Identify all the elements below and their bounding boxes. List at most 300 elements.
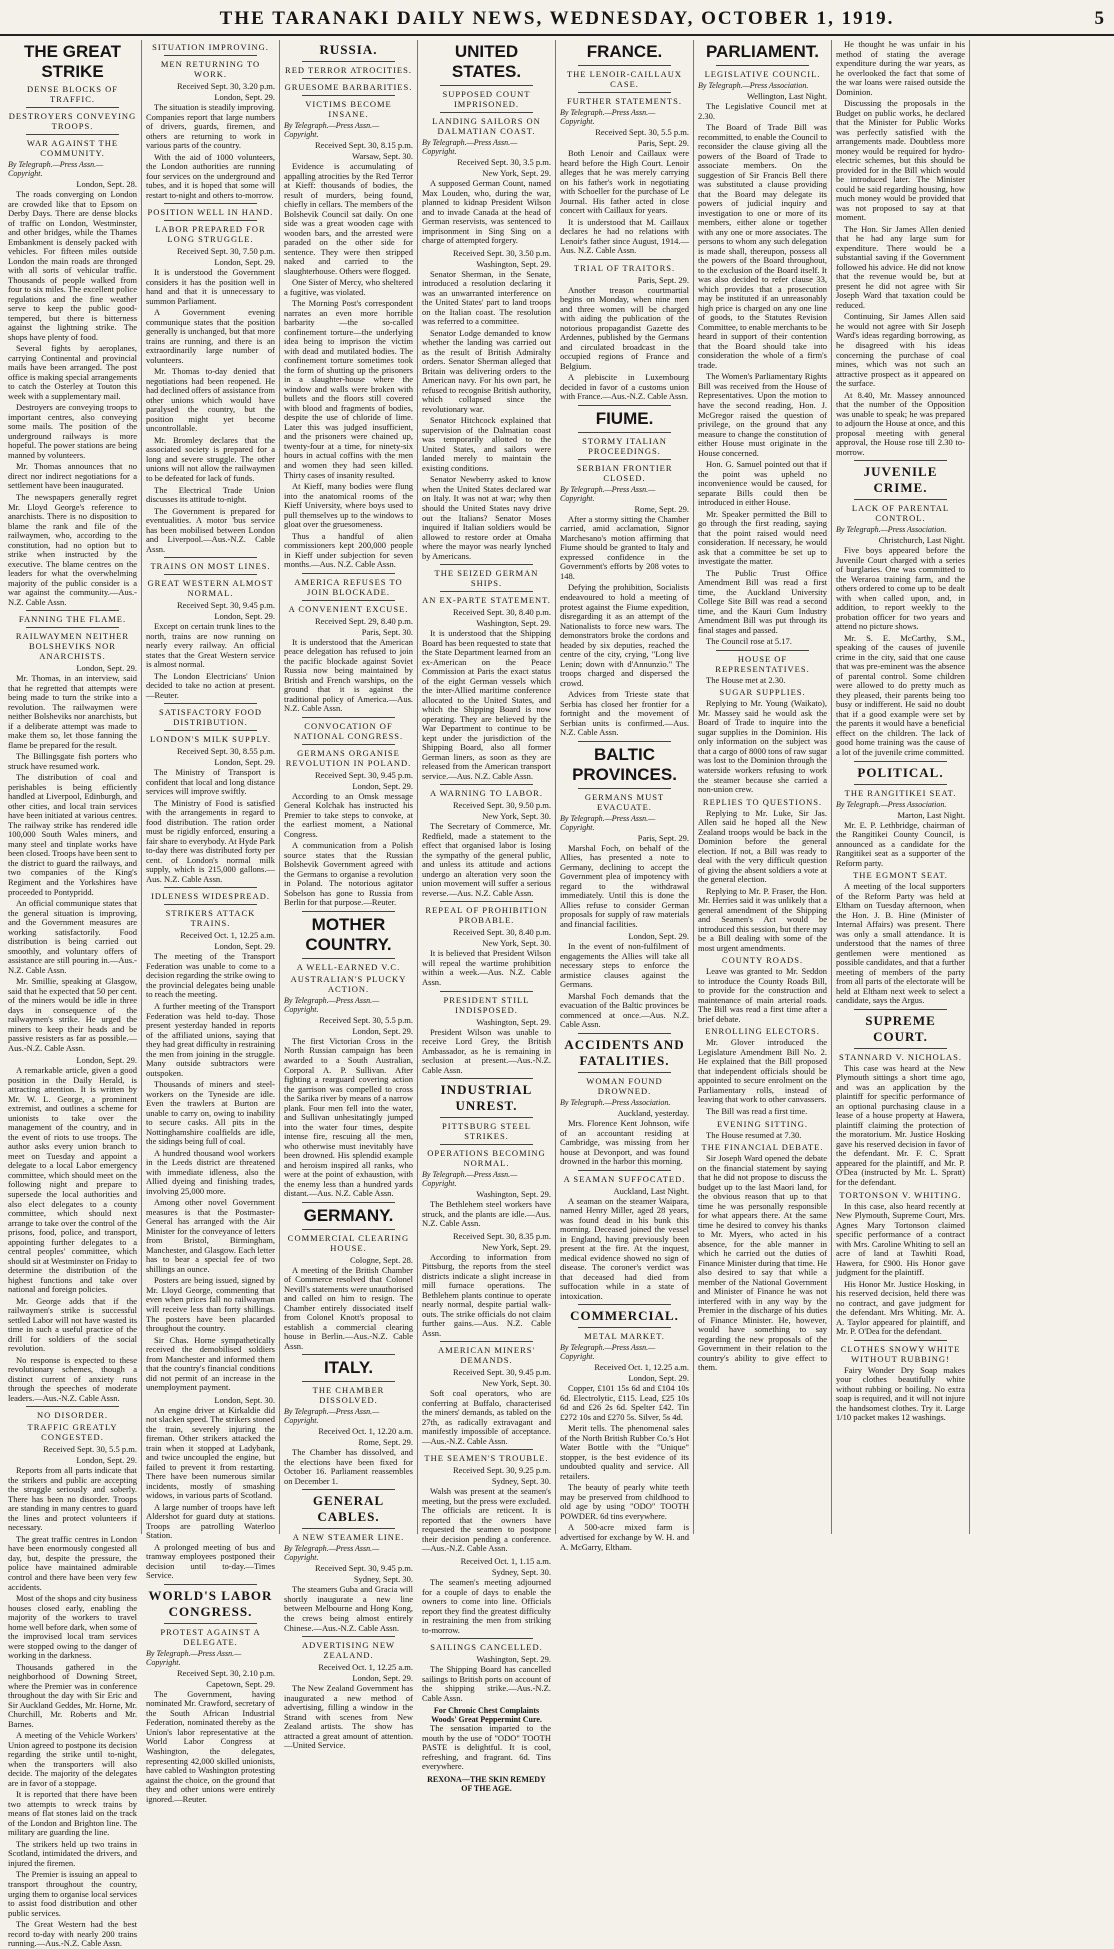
column-rule — [440, 112, 533, 113]
column-1 — [4, 40, 142, 1949]
subheading: STRIKERS ATTACK TRAINS. — [165, 908, 256, 929]
section-heading: RUSSIA. — [319, 42, 378, 57]
article-paragraph: One Sister of Mercy, who sheltered a fugitive, was violated. — [284, 277, 413, 297]
article-paragraph: Continuing, Sir James Allen said he would not agree with Sir Joseph Ward's ideas regarding borrowing, as he disagreed with his ideas concerning the purchase of coal mines, which was not such an attractive prospect as it appeared on the surface. — [836, 311, 965, 389]
article-paragraph: Senator Hitchcock explained that supervision of the Dalmatian coast was temporarily allotted to the United States, and sailors were landed merely to maintain the existing conditions. — [422, 415, 551, 473]
section-heading: GERMANY. — [303, 1205, 394, 1225]
subheading: IDLENESS WIDESPREAD. — [150, 891, 270, 902]
article-paragraph: Sir Joseph Ward opened the debate on the financial statement by saying that he did not propose to discuss the budget up to the last Maori land, for the obvious reason that up to that time he was personally responsible for what appears there. At the same time he desired to convey his thanks to Mr. Myers, who acted in his absence, for the able manner in which he carried out the duties of Finance Minister during that time. He also desired to say that while a member of the National Government and Minister of Finance he was not interfered with in any way by the Premier in the discharge of his duties of Finance Minister. He, however, would have something to say regarding the new proposals of the Government in their relation to the country's ability to give effect to them. — [698, 1153, 827, 1373]
article-paragraph: Senator Lodge demanded to know whether the landing was carried out as the result of British Admiralty orders. Senator Sherman alleged that Britain was delivering orders to the American navy. For his own part, he refused to recognise British authority, which collapsed since the revolutionary war. — [422, 327, 551, 414]
column-rule — [164, 703, 257, 704]
dateline: London, Sept. 29. — [352, 780, 413, 791]
dateline: Received Sept. 30, 8.40 p.m. — [453, 927, 551, 938]
column-rule — [440, 1078, 533, 1079]
article-paragraph: Destroyers are conveying troops to important centres, also conveying some mails. The position of the underground railways is more hopeful. The power stations are being manned by volunteers. — [8, 402, 137, 460]
section-heading: GENERAL CABLES. — [312, 1493, 385, 1525]
dateline: Wellington, Last Night. — [746, 91, 827, 101]
article-paragraph: The Great Western had the best record to-day with nearly 200 trains running.—Aus.-N.Z. Cable Assn. — [8, 1919, 137, 1949]
subheading: METAL MARKET. — [584, 1331, 665, 1342]
article-paragraph: Replying to Mr. P. Fraser, the Hon. Mr. Herries said it was unlikely that a general amendment of the Shipping and Seamen's Act would be introduced this session, but there may be a Bill dealing with some of the most urgent amendments. — [698, 885, 827, 953]
advertisement-line: REXONA—THE SKIN REMEDY OF THE AGE. — [427, 1774, 546, 1793]
column-rule — [26, 134, 119, 135]
column-rule — [854, 499, 947, 500]
dateline: Received Sept. 30, 9.45 p.m. — [315, 769, 413, 780]
subheading: TRIAL OF TRAITORS. — [573, 262, 676, 273]
article-paragraph: It is understood that M. Caillaux declares he had no relations with Lenoir's father since August, 1914.—Aus. N.Z. Cable Assn. — [560, 216, 689, 256]
article-paragraph: Leave was granted to Mr. Seddon to introduce the County Roads Bill, to provide for the construction and maintenance of main arterial roads. The Bill was read a first time after a brief debate. — [698, 966, 827, 1024]
article-paragraph: Mrs. Florence Kent Johnson, wife of an accountant residing at Cambridge, was missing from her house at Devonport, and was found drowned in the harbor this morning. — [560, 1118, 689, 1167]
subheading: THE CHAMBER DISSOLVED. — [312, 1385, 385, 1406]
column-rule — [440, 784, 533, 785]
article-paragraph: Mr. Thomas to-day denied that negotiations had been reopened. He had declined offers of assistance from other unions which would have paralysed the country, but the position might yet become uncontrollable. — [146, 366, 275, 434]
column-rule — [302, 61, 395, 62]
column-rule — [302, 958, 395, 959]
article-paragraph: At Kieff, many bodies were flung into the anatomical rooms of the Kieff University, where boys used to pull themselves up to the windows to gloat over the gruesomeness. — [284, 481, 413, 530]
article-paragraph: A meeting of the British Chamber of Commerce resolved that Colonel Nevill's statements were unauthorised and called on him to resign. The Chamber entirely dissociated itself from Colonel Knott's proposal to establish a commercial clearing house in Berlin.—Aus.-N.Z. Cable Assn. — [284, 1264, 413, 1351]
subheading: LABOR PREPARED FOR LONG STRUGGLE. — [155, 224, 266, 245]
article-paragraph: The Premier is issuing an appeal to transport throughout the country, urging them to organise local services to assist food distribution and other public services. — [8, 1869, 137, 1918]
dateline: London, Sept. 29. — [352, 1025, 413, 1036]
subheading: MEN RETURNING TO WORK. — [160, 59, 261, 79]
section-heading: POLITICAL. — [857, 764, 944, 780]
article-paragraph: Copper, £101 15s 6d and £104 10s 6d. Electrolytic, £115. Lead, £25 10s 6d and £26 2s 6d. Spelter £42. Tin £272 10s and £270 5s. Silver, 5s 4d. — [560, 1383, 689, 1422]
byline: By Telegraph.—Press Association. — [698, 81, 809, 90]
subheading: AMERICAN MINERS' DEMANDS. — [437, 1345, 536, 1366]
dateline: Received Sept. 30, 8.55 p.m. — [177, 746, 275, 757]
article-paragraph: Except on certain trunk lines to the north, trains are now running on nearly every railway. An official states that the Great Western service is almost normal. — [146, 621, 275, 670]
article-paragraph: Walsh was present at the seamen's meeting, but the press were excluded. The officials are reticent. It is reported that the owners have requested the seamen to postpone their decision pending a conference.—Aus.-N.Z. Cable Assn. — [422, 1486, 551, 1554]
dateline: Washington, Sept. 29. — [476, 1189, 551, 1200]
article-paragraph: The Government, having nominated Mr. Crawford, secretary of the South African Industrial Federation, nominated thereby as the Union's labor representative at the World Labor Congress at Washington, the delegates, representing 42,000 skilled unionists, have cabled to Washington protesting against the choice, on the ground that they and other unions were entirely ignored.—Reuter. — [146, 1688, 275, 1804]
column-rule — [302, 911, 395, 912]
subheading: A NEW STEAMER LINE. — [292, 1532, 405, 1543]
article-paragraph: The House met at 2.30. — [706, 674, 786, 685]
column-rule — [578, 788, 671, 789]
column-rule — [164, 203, 257, 204]
subheading: LEGISLATIVE COUNCIL. — [704, 69, 821, 79]
section-heading: FIUME. — [595, 408, 654, 428]
dateline: Received Sept. 30, 8.35 p.m. — [453, 1230, 551, 1241]
article-paragraph: The House resumed at 7.30. — [706, 1129, 802, 1140]
column-rule — [578, 459, 671, 460]
subheading: THE SEIZED GERMAN SHIPS. — [434, 568, 539, 589]
subheading: CLOTHES SNOWY WHITE WITHOUT RUBBING! — [840, 1343, 961, 1364]
byline: By Telegraph.—Press Assn.—Copyright. — [146, 1648, 242, 1667]
article-paragraph: Hon. G. Samuel pointed out that if the point was upheld no inconvenience would be caused, for separate Bills could then be introduced in either House. — [698, 459, 827, 508]
subheading: ADVERTISING NEW ZEALAND. — [301, 1640, 396, 1661]
dateline: New York, Sept. 29. — [482, 1241, 551, 1252]
dateline: Received Sept. 30, 9.45 p.m. — [177, 600, 275, 611]
article-paragraph: It is understood that the Shipping Board has been requested to state that the State Department learned from an ex-American on the Peace Commission at Paris the exact status of the eight German vessels which the inter-Allied maritime conference allocated to the United States, and which the Shipping Board is now operating. They are believed by the War Department to continue to be kept under the jurisdiction of the Shipping Board, also all former German liners, as soon as they are released from the American transport service.—Aus. N.Z. Cable Assn. — [422, 628, 551, 781]
subheading: SATISFACTORY FOOD DISTRIBUTION. — [158, 707, 263, 728]
article-paragraph: The Bethlehem steel workers have struck, and the plants are idle.—Aus. N.Z. Cable Assn. — [422, 1199, 551, 1229]
column-rule — [302, 1489, 395, 1490]
section-heading: COMMERCIAL. — [570, 1308, 679, 1324]
column-rule — [302, 1354, 395, 1355]
article-paragraph: Advices from Trieste state that Serbia has closed her frontier for a fortnight and the movement of Serbian units is confirmed.—Aus. N.Z. Cable Assn. — [560, 689, 689, 738]
subheading: AN EX-PARTE STATEMENT. — [422, 595, 551, 606]
column-rule — [578, 1072, 671, 1073]
article-paragraph: The steamers Guba and Gracia will shortly inaugurate a new line between Melbourne and Hong Kong, the crews being almost entirely Chinese.—Aus.-N.Z. Cable Assn. — [284, 1584, 413, 1633]
dateline: London, Sept. 30. — [214, 1394, 275, 1405]
article-paragraph: The Shipping Board has cancelled sailings to British ports on account of the shipping strike.—Aus.-N.Z. Cable Assn. — [422, 1664, 551, 1703]
column-rule — [440, 1449, 533, 1450]
column-rule — [578, 741, 671, 742]
advertisement-line: For Chronic Chest Complaints Woods' Great Peppermint Cure. — [431, 1706, 542, 1725]
subheading: AMERICA REFUSES TO JOIN BLOCKADE. — [294, 576, 403, 597]
article-paragraph: A further meeting of the Transport Federation was held to-day. Those present yesterday handed in reports of the affiliated unions, saying that they had great difficulty in restraining the men from joining in the struggle. Many outside subtractors were outspoken. — [146, 1001, 275, 1078]
article-paragraph: Mr. E. P. Lethbridge, chairman of the Rangitikei County Council, is announced as a candidate for the Rangitikei seat as a supporter of the Reform party. — [836, 819, 965, 868]
subheading: FURTHER STATEMENTS. — [566, 96, 683, 106]
dateline: Marton, Last Night. — [897, 809, 965, 820]
subheading: WOMAN FOUND DROWNED. — [586, 1076, 663, 1096]
article-paragraph: No response is expected to these revolutionary schemes, though a distinct current of anxiety runs through the speeches of moderate leaders.—Aus.-N.Z. Cable Assn. — [8, 1354, 137, 1403]
article-paragraph: After a stormy sitting the Chamber carried, amid acclamation, Signor Marchesano's motion affirming that Fiume should be granted to Italy and expressed confidence in the Government's efforts by 208 votes to 148. — [560, 513, 689, 581]
column-rule — [854, 784, 947, 785]
article-paragraph: Thus a handful of alien commissioners kept 200,000 people in Kieff under subjection for seven months.—Aus. N.Z. Cable Assn. — [284, 530, 413, 570]
article-paragraph: A remarkable article, given a good position in the Daily Herald, is attracting attention. It is written by Mr. W. L. George, a prominent extremist, and outlines a scheme for unionists to take over the management of the country, and in the event of riots to use troops. The author asks every union branch to meet on Tuesday and appoint a delegate to a local Labor emergency committee, which should meet on the following night and prepare to supersede the local authorities and also elect delegates to a county committee, which should next arrange to take over the control of the prisons, food, police, and transport, appointing further delegates to a central peoples' committee, which should sit at Westminster on Friday to determine the distribution of the highest functions and take over national and foreign policies. — [8, 1065, 138, 1295]
subheading: THE SEAMEN'S TROUBLE. — [424, 1453, 549, 1464]
article-paragraph: In this case, also heard recently at New Plymouth, Supreme Court, Mrs. Agnes Mary Tortonson claimed specific performance of a contract with Mrs. Caroline Whiting to sell an acre of land at Tawhiti Road, Hawera, for £900. His Honor gave judgment for the plaintiff. — [836, 1200, 965, 1278]
article-paragraph: A seaman on the steamer Waipara, named Henry Miller, aged 28 years, was found dead in his bunk this morning. Deceased joined the vessel in England, having previously been present at the fire. At the inquest, medical evidence showed no sign of disease. The coroner's verdict was that deceased had died from suffocation while in a state of intoxication. — [560, 1195, 689, 1301]
subheading: TRAFFIC GREATLY CONGESTED. — [27, 1422, 118, 1443]
subheading: TRAINS ON MOST LINES. — [150, 561, 271, 572]
column-rule — [440, 85, 533, 86]
dateline: Received Oct. 1, 12.25 a.m. — [180, 930, 275, 941]
column-rule — [164, 730, 257, 731]
article-paragraph: Among other novel Government measures is that the Postmaster-General has arranged with the Air Minister for the conveyance of letters from Bristol, Birmingham, Manchester, and Glasgow. Each letter has to bear a special fee of two shillings an ounce. — [146, 1197, 275, 1274]
subheading: GRUESOME BARBARITIES. — [284, 82, 413, 92]
article-paragraph: Most of the shops and city business houses closed early, enabling the majority of the workers to travel home well before dark, when some of the improvised local tram services were stopped owing to the danger of working in the darkness. — [8, 1593, 137, 1661]
column-rule — [302, 744, 395, 745]
dateline: Paris, Sept. 29. — [637, 832, 689, 843]
column-rule — [440, 901, 533, 902]
article-paragraph: It is reported that there have been two attempts to wreck trains by means of flat stones laid on the track of the London and Brighton line. The military are guarding the line. — [8, 1789, 137, 1838]
subheading: THE EGMONT SEAT. — [853, 870, 948, 881]
article-paragraph: The Morning Post's correspondent narrates an even more horrible barbarity —the so-called confinement torture—the underlying idea being to imprison the victim with dead and mutilated bodies. The confinement torture sometimes took the form of shutting up the prisoners in a slaughter-house where the window and walls were broken with bullets and the floors still covered with blood and fragments of bodies, despite the use of chloride of lime. Later this was judged insufficient, and the prisoners were chained up, twenty-four at a time, for ninety-six hours in actual coffins with the men and women they had seen killed. Thirty cases of insanity resulted. — [284, 298, 413, 480]
dateline: Received Sept. 30, 8.15 p.m. — [315, 140, 413, 150]
article-paragraph: The Chamber has dissolved, and the elections have been fixed for October 16. Parliament reassembles on December 1. — [284, 1447, 413, 1486]
dateline: New York, Sept. 30. — [482, 811, 551, 822]
byline: By Telegraph.—Press Association. — [836, 525, 947, 535]
column-rule — [26, 610, 119, 611]
masthead — [0, 6, 1114, 36]
dateline: Paris, Sept. 29. — [637, 138, 689, 148]
subheading: GERMANS ORGANISE REVOLUTION IN POLAND. — [285, 747, 412, 768]
byline: By Telegraph.—Press Assn.—Copyright. — [560, 108, 656, 126]
dateline: Received Sept. 30, 3.50 p.m. — [453, 247, 551, 258]
dateline: Sydney, Sept. 30. — [353, 1574, 413, 1585]
article-paragraph: Mr. Thomas announces that no direct nor indirect negotiations for a settlement have been inaugurated. — [8, 461, 137, 491]
dateline: London, Sept. 29. — [628, 931, 689, 942]
column-rule — [164, 55, 257, 56]
dateline: London, Sept. 29. — [214, 941, 275, 952]
article-paragraph: According to information from Pittsburg, the reports from the steel districts indicate a slight increase in mill furnace operations. The Bethlehem plants continue to operate nearly normal, despite partial walk-outs. The strike officials do not claim further gains.—Aus. N.Z. Cable Assn. — [422, 1251, 551, 1338]
article-paragraph: The beauty of pearly white teeth may be preserved from childhood to old age by using "ODO" TOOTH POWDER. 6d tins everywhere. — [560, 1482, 689, 1521]
section-heading: JUVENILE CRIME. — [863, 464, 938, 496]
column-4 — [418, 40, 556, 1793]
column-5 — [556, 40, 694, 1552]
subheading: A WELL-EARNED V.C. — [296, 961, 401, 972]
dateline: London, Sept. 29. — [76, 1455, 137, 1466]
dateline: Washington, Sept. 29. — [476, 1016, 551, 1027]
dateline: London, Sept. 29. — [214, 92, 275, 102]
dateline: London, Sept. 28. — [76, 179, 137, 189]
byline: By Telegraph.—Press Assn.—Copyright. — [422, 138, 518, 156]
column-rule — [578, 1033, 671, 1034]
subheading: SUGAR SUPPLIES. — [719, 687, 806, 698]
subheading: LONDON'S MILK SUPPLY. — [150, 734, 271, 745]
byline: By Telegraph.—Press Assn.—Copyright. — [422, 1170, 518, 1189]
article-paragraph: In the event of non-fulfilment of engagements the Allies will take all necessary steps to enforce the armistice clauses against the Germans. — [560, 941, 689, 990]
article-paragraph: The New Zealand Government has inaugurated a new method of advertising, filling a window in the Strand with scenes from New Zealand artists. The show has attracted a great amount of attention.—United Service. — [284, 1683, 413, 1751]
article-paragraph: Evidence is accumulating of appalling atrocities by the Red Terror at Kieff: thousands of bodies, the result of murders, being found, chiefly in cellars. The members of the Bolshevik Council sat daily. On one side was a great wooden cage with wooden bars, and the arrested were paraded on the other side for sentence. They were then stripped naked and carried to the slaughterhouse. Others were flogged. — [284, 161, 413, 276]
byline: By Telegraph.—Press Assn.—Copyright. — [284, 995, 380, 1014]
dateline: Paris, Sept. 29. — [637, 274, 689, 285]
subheading: STORMY ITALIAN PROCEEDINGS. — [582, 435, 667, 456]
column-rule — [302, 1636, 395, 1637]
article-paragraph: A plebiscite in Luxembourg decided in favor of a customs union with France.—Aus.-N.Z. Cable Assn. — [560, 372, 689, 402]
article-paragraph: Sir Chas. Horne sympathetically received the demobilised soldiers from Manchester and informed them that the country's financial conditions did not permit of an increase in the unemployment payment. — [146, 1334, 275, 1393]
column-rule — [578, 405, 671, 406]
article-paragraph: Mr. George adds that if the railwaymen's strike is successful settled Labor will not have wasted its time in such a useful practice of the drill for soldiers of the social revolution. — [8, 1295, 137, 1354]
subheading: VICTIMS BECOME INSANE. — [305, 99, 392, 119]
section-heading: INDUSTRIAL UNREST. — [440, 1082, 533, 1114]
article-paragraph: Mr. Speaker permitted the Bill to go through the first reading, saying that the point raised would need consideration. If necessary, he would ask that a committee be set up to investigate the matter. — [698, 508, 827, 567]
article-paragraph: Mr. S. E. McCarthy, S.M., speaking of the causes of juvenile crime in the city, said that one cause that was pre-eminent was the absence of parental control. Some children were allowed to do pretty much as they pleased, their parents being too busy or indifferent. He said no doubt that if a good example were set by the parents it would have a beneficial effect on the children. The lack of good home training was the cause of a lot of the juvenile crime committed. — [836, 632, 965, 757]
article-paragraph: Senator Newberry asked to know when the United States declared war on Italy. It was not at war; why then should the United States navy drive out the Italians? Senator Moses inquired if Italian soldiers would be allowed to restore order at Omaha where the mayor was nearly lynched by Americans. — [422, 474, 551, 561]
subheading: STANNARD V. NICHOLAS. — [839, 1051, 962, 1062]
column-rule — [578, 1304, 671, 1305]
article-paragraph: A hundred thousand wool workers in the Leeds district are threatened with immediate idleness, also the Allied dyeing and finishing trades, involving 25,000 more. — [146, 1147, 275, 1196]
article-paragraph: The sensation imparted to the mouth by the use of "ODO" TOOTH PASTE is delightful. It is cool, refreshing, and fragrant. 6d. Tins everywhere. — [422, 1723, 551, 1772]
column-rule — [164, 220, 257, 221]
subheading: CONVOCATION OF NATIONAL CONGRESS. — [293, 720, 404, 741]
dateline: Received Sept. 30, 5.5 p.m. — [595, 127, 689, 137]
article-paragraph: The London Electricians' Union decided to take no action at present.—Reuter. — [146, 670, 275, 700]
column-rule — [854, 1340, 947, 1341]
column-rule — [578, 65, 671, 66]
dateline: Sydney, Sept. 30. — [491, 1566, 551, 1577]
column-rule — [302, 1229, 395, 1230]
section-heading: WORLD'S LABOR CONGRESS. — [148, 1587, 273, 1619]
subheading: A WARNING TO LABOR. — [430, 788, 543, 799]
article-paragraph: It is believed that President Wilson will repeal the wartime prohibition within a week.—Aus. N.Z. Cable Assn. — [422, 948, 551, 987]
column-rule — [164, 574, 257, 575]
dateline: Sydney, Sept. 30. — [491, 1476, 551, 1487]
subheading: NO DISORDER. — [36, 1410, 109, 1421]
article-paragraph: This case was heard at the New Plymouth sittings a short time ago, and was an application by the plaintiff for specific performance of an optional purchasing clause in a lease of a house property at Hawera, plaintiff claiming the protection of the moratorium. Mr. Justice Hosking gave his reserved decision in favor of the defendant. Mr. F. C. Spratt appeared for the plaintiff, and Mr. P. O'Dea (instructed by Mr. L. Spratt) for the defendant. — [836, 1062, 965, 1187]
dateline: New York, Sept. 30. — [482, 938, 551, 949]
page-number: 5 — [1094, 8, 1104, 29]
article-paragraph: The seamen's meeting adjourned for a couple of days to enable the owners to come into line. Officials report they find the greatest difficulty in restraining the men from striking to-morrow. — [422, 1576, 551, 1635]
column-rule — [716, 650, 809, 651]
article-paragraph: Merit tells. The phenomenal sales of the North British Rubber Co.'s Hot Water Bottle with the "Unique" stopper, is the best evidence of its undoubted quality and service. All retailers. — [560, 1423, 689, 1481]
subheading: THE LENOIR-CAILLAUX CASE. — [566, 69, 683, 89]
column-rule — [302, 95, 395, 96]
column-rule — [578, 92, 671, 93]
subheading: ENROLLING ELECTORS. — [705, 1026, 820, 1037]
article-paragraph: Several fights by aeroplanes, carrying Continental and provincial mails have been arranged. The post office is making special arrangements to catch the Osterley at Touton this week with a supplementary mail. — [8, 343, 137, 401]
dateline: Received Oct. 1, 1.15 a.m. — [460, 1555, 551, 1566]
column-rule — [164, 557, 257, 558]
column-3 — [280, 40, 418, 1751]
column-rule — [440, 1144, 533, 1145]
dateline: Received Sept. 30, 9.45 p.m. — [315, 1563, 413, 1574]
article-paragraph: The strikers held up two trains in Scotland, intimidated the drivers, and injured the firemen. — [8, 1838, 137, 1868]
column-rule — [26, 627, 119, 628]
article-paragraph: A meeting of the Vehicle Workers' Union agreed to postpone its decision regarding the strike until to-night, when the transporters will also decide. The majority of the delegates are in favor of a stoppage. — [8, 1730, 137, 1788]
article-paragraph: The Electrical Trade Union discusses its attitude to-night. — [146, 484, 275, 505]
article-paragraph: The meeting of the Transport Federation was unable to come to a decision regarding the strike owing to the provincial delegates being unable to reach the meeting. — [146, 951, 275, 1000]
column-rule — [578, 1170, 671, 1171]
article-paragraph: The Women's Parliamentary Rights Bill was received from the House of Representatives. Upon the motion to have the second reading, Hon. J. McGregor raised the question of privilege, on the ground that any measure to change the constitution of either House must originate in the House concerned. — [698, 371, 827, 458]
column-8 — [970, 40, 1108, 1534]
article-paragraph: Mr. Smillie, speaking at Glasgow, said that he expected that 50 per cent. of the miners would be idle in three days in consequence of the railwaymen's strike. He urged the miners to keep their heads and be passive resisters as far as possible.—Aus.-N.Z. Cable Assn. — [8, 976, 137, 1053]
article-paragraph: The Government is prepared for eventualities. A motor 'bus service has been mobilised between London and Liverpool.—Aus.-N.Z. Cable Assn. — [146, 505, 275, 554]
article-paragraph: Senator Sherman, in the Senate, introduced a resolution declaring it was an unwarranted interference on the United States' part to land troops on the Italian coast. The resolution was referred to a committee. — [422, 268, 551, 327]
byline: By Telegraph.—Press Association. — [836, 799, 947, 809]
column-rule — [440, 591, 533, 592]
dateline: London, Sept. 29. — [352, 1673, 413, 1684]
column-rule — [302, 1202, 395, 1203]
subheading: THE RANGITIKEI SEAT. — [844, 787, 957, 798]
column-2 — [142, 40, 280, 1804]
subheading: HOUSE OF REPRESENTATIVES. — [715, 653, 810, 674]
article-paragraph: Thousands of miners and steel-workers on the Tyneside are idle. Even the trawlers at Burton are unable to carry on, owing to inability to secure casks. All pits in the Nottinghamshire coalfields are idle, the sidings being full of coal. — [146, 1079, 275, 1147]
article-paragraph: It is understood the Government considers it has the position well in hand and that it is unnecessary to summon Parliament. — [146, 267, 275, 306]
dateline: London, Sept. 29. — [628, 1373, 689, 1384]
column-rule — [578, 432, 671, 433]
article-paragraph: Soft coal operators, who are conferring at Buffalo, characterised the miners' demands, as tabled on the 27th, as radically extravagant and manifestly impossible of acceptance.—Aus.-N.Z. Cable Assn. — [422, 1388, 551, 1446]
article-paragraph: Replying to Mr. Young (Waikato), Mr. Massey said he would ask the Board of Trade to inquire into the sugar supplies in the Dominion. His only information on the subject was that a cargo of 8000 tons of raw sugar was lost to the Dominion through the waterside workers refusing to work the steamer because she carried a non-union crew. — [698, 698, 827, 795]
subheading: LACK OF PARENTAL CONTROL. — [851, 503, 950, 524]
dateline: London, Sept. 29. — [76, 663, 137, 674]
dateline: Received Sept. 30, 3.5 p.m. — [457, 157, 551, 167]
dateline: Auckland, yesterday. — [617, 1108, 689, 1118]
subheading: REPEAL OF PROHIBITION PROBABLE. — [425, 905, 548, 926]
article-paragraph: Five boys appeared before the Juvenile Court charged with a series of burglaries. One was committed to the Weraroa training farm, and the others ordered to come up to be dealt with when called upon, and, in addition, to report weekly to the probation officer for two years and attend no picture shows. — [836, 545, 965, 632]
byline: By Telegraph.—Press Assn.—Copyright. — [284, 1544, 380, 1563]
dateline: Washington, Sept. 29. — [476, 1654, 551, 1665]
column-rule — [164, 1584, 257, 1585]
column-rule — [716, 65, 809, 66]
column-rule — [440, 1341, 533, 1342]
article-paragraph: Marshal Foch, on behalf of the Allies, has presented a note to Germany, declining to accept the Government plea of impotency with regard to the withdrawal immediately. Until this is done the Allies refuse to consider German proposals for supply of raw materials and financial facilities. — [560, 842, 689, 929]
subheading: GREAT WESTERN ALMOST NORMAL. — [147, 578, 274, 599]
section-heading: ITALY. — [323, 1358, 374, 1378]
subheading: RAILWAYMEN NEITHER BOLSHEVIKS NOR ANARCHISTS. — [15, 631, 130, 662]
dateline: Paris, Sept. 30. — [361, 626, 413, 637]
column-7 — [832, 40, 970, 1534]
subheading: EVENING SITTING. — [716, 1118, 809, 1129]
article-paragraph: An official communique states that the general situation is improving, and the Government measures are working satisfactorily. Food distribution is being carried out smoothly, and voluntary offers of assistance are still pouring in.—Aus.-N.Z. Cable Assn. — [8, 898, 137, 975]
column-rule — [302, 600, 395, 601]
column-rule — [26, 1406, 119, 1407]
article-paragraph: An engine driver at Kirkaldie did not slacken speed. The strikers stoned the train, severely injuring the fireman. Other strikers attacked the train when it stopped at Ladybank, and twice uncoupled the engine, but failed to prevent it from restarting. There have been numerous similar incidents, mostly of smashing widows, in various parts of Scotland. — [146, 1404, 275, 1501]
subheading: FANNING THE FLAME. — [18, 614, 127, 625]
article-paragraph: Mr. Bromley declares that the associated society is prepared for a long and severe struggle. The other unions will not allow the railwaymen to be defeated for lack of funds. — [146, 434, 275, 483]
article-paragraph: At 8.40, Mr. Massey announced that the number of the Opposition was unable to speak; he was prepared to adjourn the House at once, and this proposal meeting with general approval, the House rose till 2.30 to-morrow. — [836, 389, 965, 457]
article-paragraph: A communication from a Polish source states that the Russian Bolshevik Government agreed with the Germans to organise a revolution in Poland. The notorious agitator Sobelson has gone to Russia from Berlin for that purpose.—Reuter. — [284, 840, 413, 908]
article-paragraph: The Council rose at 5.17. — [706, 636, 792, 647]
article-paragraph: The great traffic centres in London have been enormously congested all day, but, despite the pressure, the police have maintained admirable control and there have been very few accidents. — [8, 1533, 137, 1592]
dateline: Received Sept. 30, 5.5 p.m. — [43, 1444, 137, 1455]
article-paragraph: The roads converging on London are crowded like that to Epsom on Derby Days. There are dense blocks of traffic on London, Westminster, and other bridges, while the Thames Embankment is densely packed with vehicles. For fifteen miles outside London the main roads are thronged with all sorts of vehicular traffic. Thousands of people walked from four to six miles. The excellent police regulations and the fine weather serve to keep the public good-tempered, but there is bitterness against the lightning strike. The shops have plenty of food. — [8, 189, 137, 342]
column-rule — [854, 1048, 947, 1049]
article-paragraph: The distribution of coal and perishables is being efficiently handled at Liverpool, Edinburgh, and other cities, and local train services have been initiated at various centres. The railway strike has rendered idle 100,000 South Wales miners, and many steel and tinplate works have been closed. Troops have been sent to the district to guard the railways, and two companies of the King's Regiment and the Yorkshires have proceeded to Pontypridd. — [8, 772, 137, 897]
section-heading: FRANCE. — [586, 42, 663, 61]
column-rule — [164, 1623, 257, 1624]
column-rule — [854, 460, 947, 461]
column-rule — [302, 573, 395, 574]
article-paragraph: President Wilson was unable to receive Lord Grey, the British Ambassador, as he is remaining in seclusion at present.—Aus.-N.Z. Cable Assn. — [422, 1026, 551, 1075]
dateline: London, Sept. 29. — [76, 1055, 137, 1066]
dateline: Received Sept. 29, 8.40 p.m. — [315, 615, 413, 626]
dateline: Received Sept. 30, 9.45 p.m. — [453, 1367, 551, 1378]
subheading: A SEAMAN SUFFOCATED. — [563, 1173, 686, 1184]
article-paragraph: Posters are being issued, signed by Mr. Lloyd George, commenting that even when prices fall no railwayman will receive less than forty shillings. The posters have been placarded throughout the country. — [146, 1275, 275, 1334]
subheading: PRESIDENT STILL INDISPOSED. — [443, 994, 530, 1015]
article-paragraph: Reports from all parts indicate that the strikers and public are accepting the struggle seriously and soberly. There has been no disorder. Troops are standing in many centres to guard the lines and protect volunteers if necessary. — [8, 1465, 137, 1533]
column-rule — [854, 1009, 947, 1010]
subheading: TORTONSON V. WHITING. — [839, 1189, 962, 1200]
article-paragraph: Mr. Thomas, in an interview, said that he regretted that attempts were being made to turn the strike into a revolution. The railwaymen were neither Bolsheviks nor anarchists, but if a deliberate attempt was made to make them so, let those fanning the flame be prepared for the result. — [8, 673, 137, 750]
article-paragraph: Thousands gathered in the neighborhood of Downing Street, where the Premier was in conference throughout the day with Sir Eric and Sir Auckland Geddes, Mr. Horne, Mr. Churchill, Mr. Roberts and Mr. Barnes. — [8, 1661, 137, 1729]
subheading: DESTROYERS CONVEYING TROOPS. — [8, 111, 137, 131]
dateline: Christchurch, Last Night. — [878, 535, 965, 546]
dateline: Received Oct. 1, 12.25 a.m. — [594, 1362, 689, 1373]
section-heading: BALTIC PROVINCES. — [572, 744, 677, 784]
dateline: Capetown, Sept. 29. — [206, 1678, 275, 1689]
dateline: Warsaw, Sept. 30. — [352, 151, 413, 161]
subheading: SITUATION IMPROVING. — [152, 42, 269, 52]
column-rule — [578, 259, 671, 260]
section-heading: SUPREME COURT. — [865, 1012, 936, 1044]
article-paragraph: Replying to Mr. Luke, Sir Jas. Allen said he hoped all the New Zealand troops would be back in the Dominion before the general election. If not, a Bill was ready to deal with the very difficult question of giving the absent soldiers a vote at the general election. — [698, 807, 827, 885]
article-paragraph: A prolonged meeting of bus and tramway employees postponed their decision until to-day.—Times Service. — [146, 1541, 275, 1581]
dateline: Rome, Sept. 29. — [634, 503, 689, 514]
subheading: SUPPOSED COUNT IMPRISONED. — [442, 89, 531, 109]
article-paragraph: Defying the prohibition, Socialists endeavoured to hold a meeting of protest against the Fiume expedition, disregarding it as an attempt of the Nationalists to force new wars. The demonstrators broke the cordons and headed by six deputies, reached the centre of the city, crying, "Long live Lenin; down with d'Annunzio." The troops charged and dispersed the crowd. — [560, 582, 689, 688]
subheading: PITTSBURG STEEL STRIKES. — [442, 1121, 531, 1142]
subheading: AUSTRALIAN'S PLUCKY ACTION. — [290, 973, 407, 994]
article-paragraph: Fairy Wonder Dry Soap makes your clothes beautifully white without rubbing or boiling. No extra soap is required, and it will not injure the handsomest clothes. Try it. Large 1/10 packet makes 12 washings. — [836, 1364, 965, 1423]
column-rule — [440, 564, 533, 565]
article-paragraph: The Billingsgate fish porters who struck have resumed work. — [8, 751, 137, 771]
section-heading: PARLIAMENT. — [705, 42, 819, 61]
column-rule — [302, 1381, 395, 1382]
column-rule — [302, 78, 395, 79]
dateline: Received Oct. 1, 12.25 a.m. — [318, 1662, 413, 1673]
column-6 — [694, 40, 832, 1534]
article-paragraph: A 500-acre mixed farm is advertised for exchange by W. H. and A. McGarry, Eltham. — [560, 1522, 689, 1552]
column-rule — [26, 107, 119, 108]
dateline: Received Oct. 1, 12.20 a.m. — [318, 1426, 413, 1437]
byline: By Telegraph.—Press Association. — [560, 1098, 671, 1107]
dateline: Received Sept. 30, 7.50 p.m. — [177, 246, 275, 257]
subheading: RED TERROR ATROCITIES. — [285, 65, 412, 75]
article-paragraph: It is understood that the American peace delegation has refused to join the pacific blockade against Soviet Russia now being maintained by British and French warships, on the ground that it is against the traditional policy of America.—Aus. N.Z. Cable Assn. — [284, 636, 413, 714]
subheading: WAR AGAINST THE COMMUNITY. — [26, 138, 119, 158]
dateline: Auckland, Last Night. — [613, 1185, 689, 1196]
subheading: A CONVENIENT EXCUSE. — [288, 603, 409, 614]
article-paragraph: With the aid of 1000 volunteers, the London authorities are running four services on the underground and tubes, and it is hoped that some will restart to-night and others to-morrow. — [146, 151, 275, 200]
dateline: New York, Sept. 29. — [482, 168, 551, 178]
article-paragraph: Mr. Glover introduced the Legislature Amendment Bill No. 2. He explained that the Bill proposed that independent officials should be appointed to secure enrolment on the Parliamentary rolls, instead of leaving that work to other canvassers. — [698, 1037, 827, 1105]
article-paragraph: The Legislative Council met at 2.30. — [698, 101, 827, 121]
article-paragraph: The Hon. Sir James Allen denied that he had any large sum for expenditure. There would be a substantial saving if the Government followed his advice. He did not know that the revenue would be, but at present he did not agree with Sir Joseph Ward that taxation could be reduced. — [836, 223, 965, 310]
